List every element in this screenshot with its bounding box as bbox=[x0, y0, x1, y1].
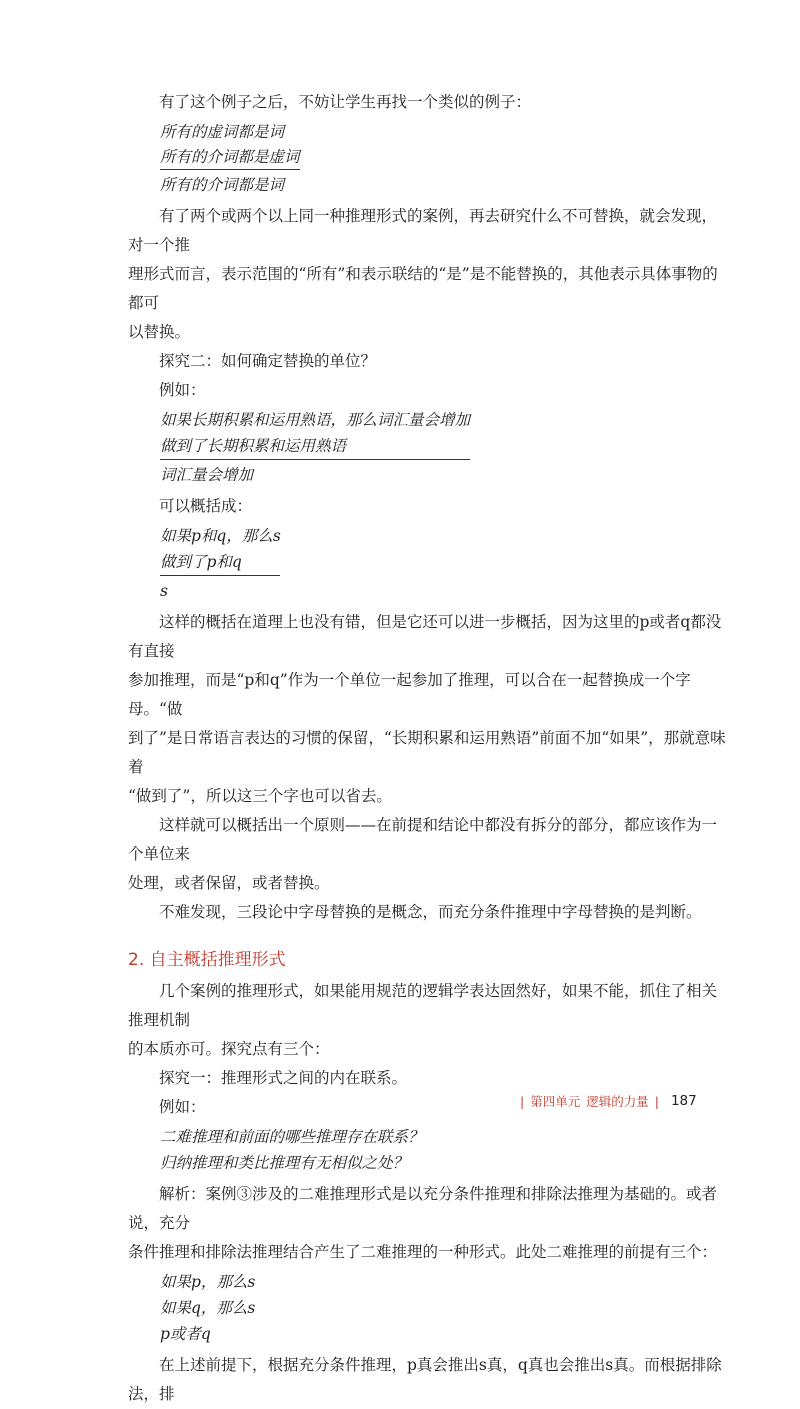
premise-minor: 做到了p和q bbox=[160, 553, 242, 571]
page-number: 187 bbox=[670, 1093, 697, 1109]
inquiry-heading: 探究二：如何确定替换的单位？ bbox=[159, 352, 377, 370]
paragraph: 在上述前提下，根据充分条件推理，p真会推出s真，q真也会推出s真。而根据排除法，排 bbox=[128, 1356, 722, 1403]
conclusion: 词汇量会增加 bbox=[160, 466, 254, 484]
paragraph-cont: 参加推理，而是“p和q”作为一个单位一起参加了推理，可以合在一起替换成一个字母。“做 bbox=[128, 671, 691, 718]
unit-title: 逻辑的力量 bbox=[586, 1094, 649, 1109]
paragraph: 几个案例的推理形式，如果能用规范的逻辑学表达固然好，如果不能，抓住了相关推理机制 bbox=[128, 982, 718, 1029]
paragraph-cont: 的本质亦可。探究点有三个： bbox=[128, 1040, 330, 1058]
premise: 如果p，那么s bbox=[160, 1273, 256, 1291]
dilemma-premises bbox=[128, 1269, 728, 1347]
premise-minor: 做到了长期积累和运用熟语 bbox=[160, 437, 347, 455]
paragraph-cont: “做到了”，所以这三个字也可以省去。 bbox=[128, 787, 392, 805]
question: 归纳推理和类比推理有无相似之处？ bbox=[160, 1154, 409, 1172]
page-footer bbox=[520, 1092, 740, 1110]
paragraph: 这样的概括在道理上也没有错，但是它还可以进一步概括，因为这里的p或者q都没有直接 bbox=[128, 613, 722, 660]
footer-divider: | bbox=[520, 1093, 525, 1109]
page-body bbox=[128, 88, 728, 1409]
question: 二难推理和前面的哪些推理存在联系？ bbox=[160, 1128, 424, 1146]
inference-line bbox=[160, 575, 280, 576]
inquiry-heading: 探究一：推理形式之间的内在联系。 bbox=[159, 1069, 408, 1087]
premise: 如果q，那么s bbox=[160, 1299, 256, 1317]
syllogism-example bbox=[128, 119, 728, 198]
paragraph-cont: 处理，或者保留，或者替换。 bbox=[128, 874, 330, 892]
premise-major: 如果p和q，那么s bbox=[160, 527, 281, 545]
paragraph: 例如： bbox=[159, 1098, 206, 1116]
paragraph: 有了两个或两个以上同一种推理形式的案例，再去研究什么不可替换，就会发现，对一个推 bbox=[128, 207, 718, 254]
paragraph-cont: 以替换。 bbox=[128, 323, 191, 341]
paragraph: 这样就可以概括出一个原则——在前提和结论中都没有拆分的部分，都应该作为一个单位来 bbox=[128, 816, 718, 863]
paragraph-cont: 条件推理和排除法推理结合产生了二难推理的一种形式。此处二难推理的前提有三个： bbox=[128, 1243, 718, 1261]
conclusion: 所有的介词都是词 bbox=[160, 176, 285, 194]
conclusion: s bbox=[160, 582, 168, 600]
paragraph: 例如： bbox=[159, 381, 206, 399]
paragraph: 不难发现，三段论中字母替换的是概念，而充分条件推理中字母替换的是判断。 bbox=[159, 903, 702, 921]
premise-minor: 所有的介词都是虚词 bbox=[160, 145, 300, 170]
premise-major: 如果长期积累和运用熟语，那么词汇量会增加 bbox=[160, 411, 471, 429]
conditional-example bbox=[128, 407, 728, 488]
paragraph-cont: 理形式而言，表示范围的“所有”和表示联结的“是”是不能替换的，其他表示具体事物的都可 bbox=[128, 265, 718, 312]
premise: p或者q bbox=[160, 1325, 211, 1343]
unit-label: 第四单元 bbox=[530, 1094, 581, 1109]
question-examples bbox=[128, 1124, 728, 1176]
section-heading: 2. 自主概括推理形式 bbox=[128, 950, 286, 970]
generalized-example bbox=[128, 523, 728, 604]
inference-line bbox=[160, 459, 470, 460]
premise-major: 所有的虚词都是词 bbox=[160, 123, 285, 141]
paragraph: 解析：案例③涉及的二难推理形式是以充分条件推理和排除法推理为基础的。或者说，充分 bbox=[128, 1185, 718, 1232]
paragraph: 可以概括成： bbox=[159, 497, 253, 515]
paragraph-cont: 到了”是日常语言表达的习惯的保留，“长期积累和运用熟语”前面不加“如果”，那就意味着 bbox=[128, 729, 726, 776]
footer-divider: | bbox=[654, 1093, 659, 1109]
paragraph: 有了这个例子之后，不妨让学生再找一个类似的例子： bbox=[159, 93, 532, 111]
